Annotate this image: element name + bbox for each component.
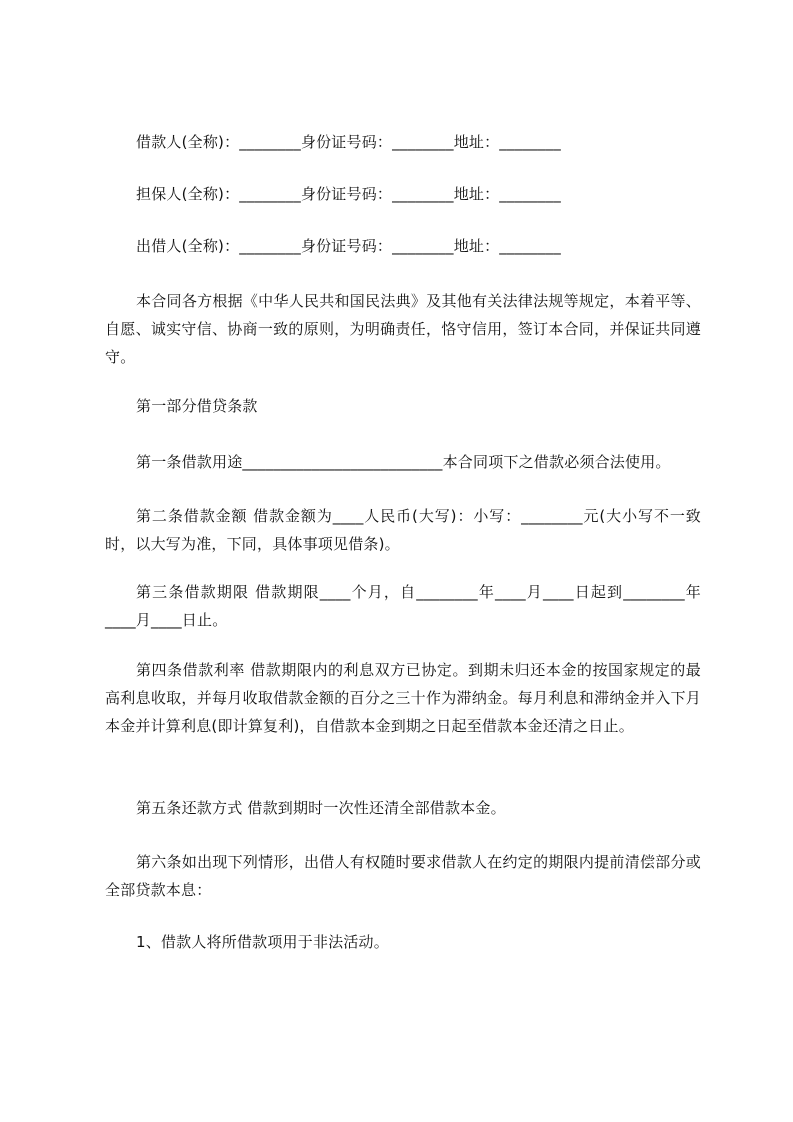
guarantor-line: 担保人(全称)：________身份证号码：________地址：________ (136, 185, 561, 203)
article-2-amount: 第二条借款金额 借款金额为____人民币(大写)：小写：________元(大小写不一致时，以大写为准，下同，具体事项见借条)。 (105, 507, 701, 553)
article-3-term: 第三条借款期限 借款期限____个月，自________年____月____日起到________年____月____日止。 (105, 583, 701, 629)
lender-line: 出借人(全称)：________身份证号码：________地址：________ (136, 237, 561, 255)
list-item: 1、借款人将所借款项用于非法活动。 (136, 933, 389, 951)
section-title: 第一部分借贷条款 (136, 397, 258, 415)
article-6-early-repayment: 第六条如出现下列情形，出借人有权随时要求借款人在约定的期限内提前清偿部分或全部贷款本息： (105, 853, 701, 899)
article-4-interest: 第四条借款利率 借款期限内的利息双方已协定。到期未归还本金的按国家规定的最高利息收取，并每月收取借款金额的百分之三十作为滞纳金。每月利息和滞纳金并入下月本金并计算利息(即计算复利)，自借款本金到期之日起至借款本金还清之日止。 (105, 661, 701, 735)
borrower-line: 借款人(全称)：________身份证号码：________地址：________ (136, 133, 561, 151)
article-5-repayment: 第五条还款方式 借款到期时一次性还清全部借款本金。 (136, 799, 506, 817)
article-1-purpose: 第一条借款用途__________________________本合同项下之借款必须合法使用。 (136, 453, 671, 471)
preamble-paragraph: 本合同各方根据《中华人民共和国民法典》及其他有关法律法规等规定，本着平等、自愿、诚实守信、协商一致的原则，为明确责任，恪守信用，签订本合同，并保证共同遵守。 (105, 292, 701, 366)
